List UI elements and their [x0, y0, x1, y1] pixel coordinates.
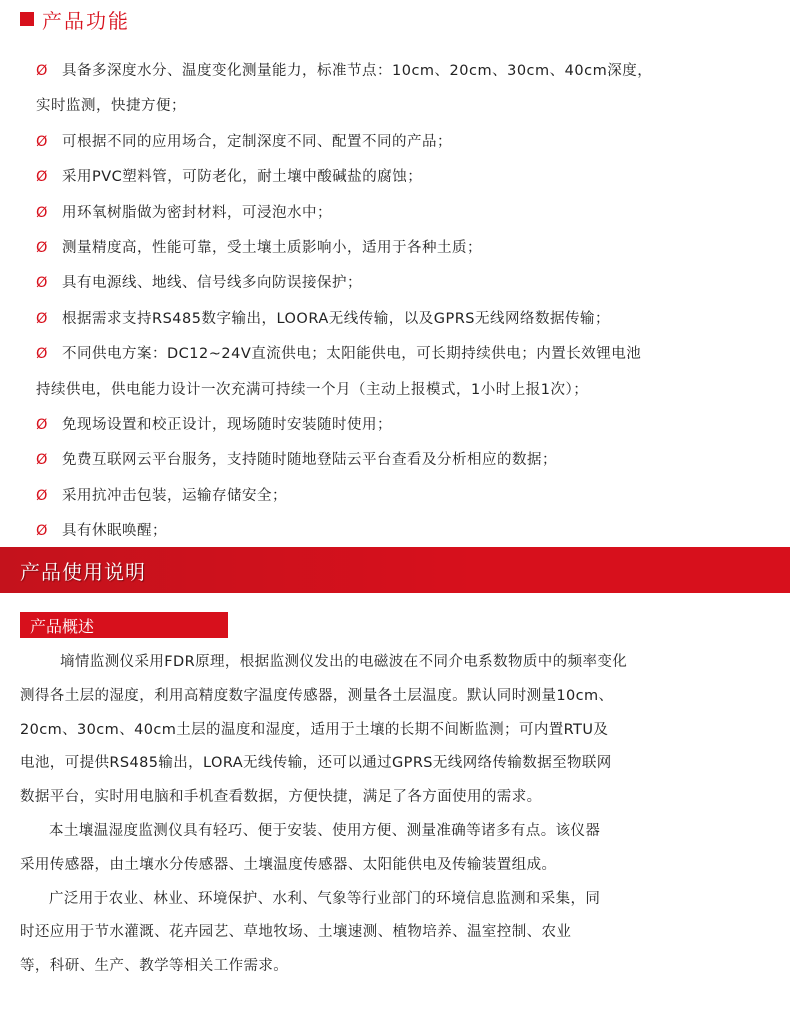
feature-text: 免现场设置和校正设计，现场随时安装随时使用； [62, 417, 392, 434]
bullet-mark: Ø [36, 240, 48, 257]
bullet-mark: Ø [36, 417, 48, 434]
paragraph-line: 时还应用于节水灌溉、花卉园艺、草地牧场、土壤速测、植物培养、温室控制、农业 [20, 924, 572, 941]
feature-section-header [20, 4, 130, 34]
feature-item [36, 266, 766, 301]
overview-title: 产品概述 [30, 616, 95, 636]
feature-section-title: 产品功能 [42, 8, 130, 33]
feature-text: 采用抗冲击包装，运输存储安全； [62, 487, 287, 504]
paragraph-line: 数据平台，实时用电脑和手机查看数据，方便快捷，满足了各方面使用的需求。 [20, 789, 542, 806]
square-bullet-icon [20, 12, 34, 26]
feature-text: 可根据不同的应用场合，定制深度不同、配置不同的产品； [62, 133, 452, 150]
feature-text: 具备多深度水分、温度变化测量能力，标准节点：10cm、20cm、30cm、40cm深度， [62, 63, 653, 79]
feature-text: 用环氧树脂做为密封材料，可浸泡水中； [62, 204, 332, 221]
paragraph-line: 采用传感器，由土壤水分传感器、土壤温度传感器、太阳能供电及传输装置组成。 [20, 856, 557, 873]
feature-text-continued: 实时监测，快捷方便； [36, 98, 186, 115]
feature-list [36, 54, 766, 550]
bullet-mark: Ø [36, 310, 48, 327]
paragraph-line: 广泛用于农业、林业、环境保护、水利、气象等行业部门的环境信息监测和采集，同 [49, 890, 601, 907]
paragraph-line: 墒情监测仪采用FDR原理，根据监测仪发出的电磁波在不同介电系数物质中的频率变化 [60, 654, 628, 670]
paragraph-line: 等，科研、生产、教学等相关工作需求。 [20, 958, 289, 975]
feature-text: 具有电源线、地线、信号线多向防误接保护； [62, 275, 362, 292]
bullet-mark: Ø [36, 169, 48, 186]
feature-text-continued: 持续供电，供电能力设计一次充满可持续一个月（主动上报模式，1小时上报1次）； [36, 381, 589, 398]
feature-text: 测量精度高，性能可靠，受土壤土质影响小，适用于各种土质； [62, 240, 482, 257]
feature-item [36, 302, 766, 337]
bullet-mark: Ø [36, 133, 48, 150]
paragraph-line: 电池，可提供RS485输出，LORA无线传输，还可以通过GPRS无线网络传输数据至物联网 [20, 755, 612, 772]
bullet-mark: Ø [36, 346, 48, 363]
bullet-mark: Ø [36, 63, 48, 79]
bullet-mark: Ø [36, 204, 48, 221]
feature-item [36, 54, 766, 125]
feature-text: 采用PVC塑料管，可防老化，耐土壤中酸碱盐的腐蚀； [62, 169, 423, 186]
feature-text: 免费互联网云平台服务，支持随时随地登陆云平台查看及分析相应的数据； [62, 452, 557, 469]
feature-item [36, 443, 766, 478]
feature-item [36, 479, 766, 514]
feature-text: 根据需求支持RS485数字输出，LOORA无线传输，以及GPRS无线网络数据传输； [62, 310, 611, 327]
bullet-mark: Ø [36, 275, 48, 292]
feature-item [36, 160, 766, 195]
bullet-mark: Ø [36, 452, 48, 469]
bullet-mark: Ø [36, 487, 48, 504]
feature-item [36, 337, 766, 408]
usage-section-banner [0, 547, 790, 593]
bullet-mark: Ø [36, 523, 48, 540]
feature-text: 不同供电方案：DC12~24V直流供电；太阳能供电，可长期持续供电；内置长效锂电池 [62, 346, 642, 363]
paragraph-line: 本土壤温湿度监测仪具有轻巧、便于安装、使用方便、测量准确等诸多有点。该仪器 [49, 822, 601, 839]
feature-item [36, 125, 766, 160]
feature-item [36, 514, 766, 549]
overview-paragraph [20, 883, 760, 984]
feature-text: 具有休眠唤醒； [62, 523, 167, 540]
feature-item [36, 408, 766, 443]
overview-paragraph [20, 815, 760, 883]
feature-item [36, 196, 766, 231]
overview-body [20, 646, 760, 984]
overview-header [20, 612, 228, 638]
paragraph-line: 20cm、30cm、40cm土层的温度和湿度，适用于土壤的长期不间断监测；可内置RTU及 [20, 721, 609, 738]
overview-paragraph [20, 646, 760, 815]
feature-item [36, 231, 766, 266]
usage-section-title: 产品使用说明 [20, 559, 146, 584]
paragraph-line: 测得各土层的湿度，利用高精度数字温度传感器，测量各土层温度。默认同时测量10cm、 [20, 687, 614, 704]
